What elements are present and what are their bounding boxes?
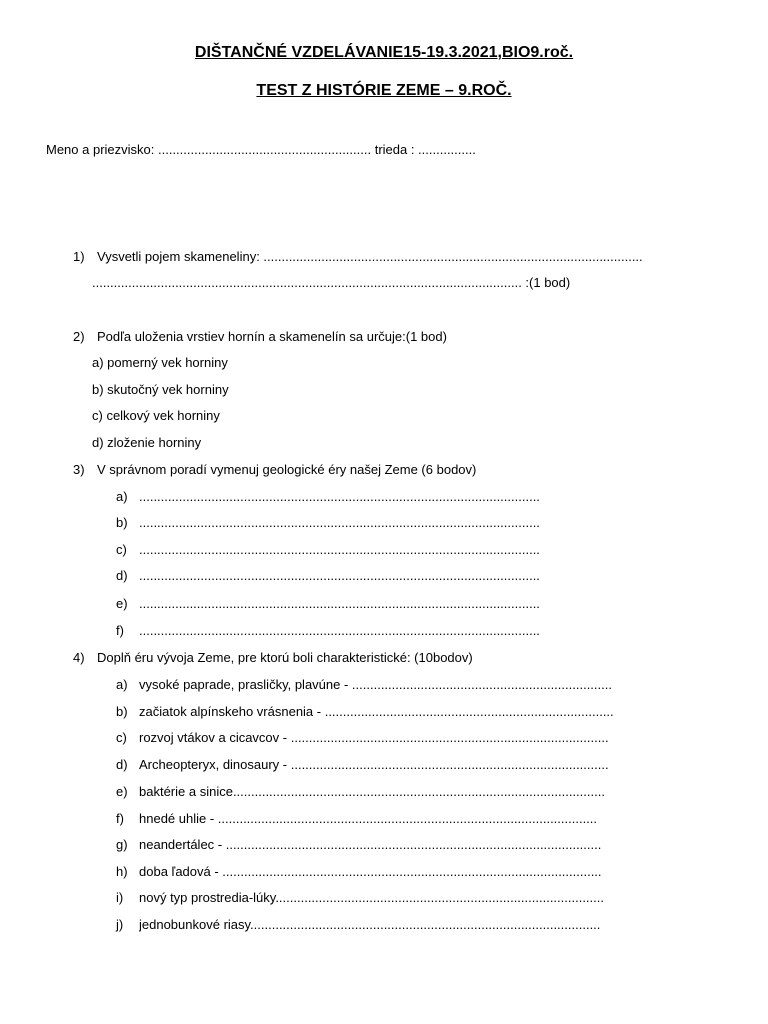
question-3-answer-line: ............................................................................................................... bbox=[139, 542, 540, 557]
question-3-item-label: c) bbox=[116, 542, 127, 557]
question-3-item-label: e) bbox=[116, 596, 128, 611]
question-3-item-label: b) bbox=[116, 515, 128, 530]
question-3-answer-line: ............................................................................................................... bbox=[139, 623, 540, 638]
question-4-item-label: j) bbox=[116, 917, 124, 932]
question-4-text: Doplň éru vývoja Zeme, pre ktorú boli charakteristické: (10bodov) bbox=[97, 650, 473, 665]
question-4-item: Archeopteryx, dinosaury - ........................................................................................ bbox=[139, 757, 609, 772]
question-2-number: 2) bbox=[73, 329, 85, 344]
question-4-item-label: f) bbox=[116, 811, 124, 826]
question-3-answer-line: ............................................................................................................... bbox=[139, 515, 540, 530]
question-4-item-label: d) bbox=[116, 757, 128, 772]
document-title: DIŠTANČNÉ VZDELÁVANIE15-19.3.2021,BIO9.roč. bbox=[194, 44, 574, 61]
question-3-answer-line: ............................................................................................................... bbox=[139, 568, 540, 583]
question-4-item-label: a) bbox=[116, 677, 128, 692]
question-4-item: jednobunkové riasy................................................................................................. bbox=[139, 917, 601, 932]
question-4-item: rozvoj vtákov a cicavcov - ........................................................................................ bbox=[139, 730, 609, 745]
question-2-text: Podľa uloženia vrstiev hornín a skamenelín sa určuje:(1 bod) bbox=[97, 329, 447, 344]
question-4-item-label: b) bbox=[116, 704, 128, 719]
question-4-item: hnedé uhlie - ......................................................................................................... bbox=[139, 811, 598, 826]
question-4-item: vysoké paprade, prasličky, plavúne - ........................................................................ bbox=[139, 677, 612, 692]
question-4-item-label: i) bbox=[116, 890, 124, 905]
question-3-item-label: d) bbox=[116, 568, 128, 583]
test-title: TEST Z HISTÓRIE ZEME – 9.ROČ. bbox=[256, 82, 512, 99]
question-1-number: 1) bbox=[73, 249, 85, 264]
question-4-number: 4) bbox=[73, 650, 85, 665]
question-2-option: a) pomerný vek horniny bbox=[92, 355, 228, 370]
question-4-item-label: h) bbox=[116, 864, 128, 879]
question-4-item-label: g) bbox=[116, 837, 128, 852]
question-4-item: doba ľadová - ......................................................................................................... bbox=[139, 864, 602, 879]
question-4-item: baktérie a sinice....................................................................................................... bbox=[139, 784, 605, 799]
question-3-text: V správnom poradí vymenuj geologické éry našej Zeme (6 bodov) bbox=[97, 462, 477, 477]
question-3-item-label: f) bbox=[116, 623, 124, 638]
question-4-item: nový typ prostredia-lúky........................................................................................... bbox=[139, 890, 604, 905]
question-3-number: 3) bbox=[73, 462, 85, 477]
question-3-answer-line: ............................................................................................................... bbox=[139, 489, 540, 504]
question-4-item-label: e) bbox=[116, 784, 128, 799]
question-1-text: Vysvetli pojem skameneliny: ......................................................................................................... bbox=[97, 249, 643, 264]
question-4-item: neandertálec - ........................................................................................................ bbox=[139, 837, 602, 852]
question-3-answer-line: ............................................................................................................... bbox=[139, 596, 540, 611]
question-2-option: d) zloženie horniny bbox=[92, 435, 202, 450]
question-4-item-label: c) bbox=[116, 730, 127, 745]
question-2-option: c) celkový vek horniny bbox=[92, 408, 220, 423]
question-2-option: b) skutočný vek horniny bbox=[92, 382, 229, 397]
name-class-line: Meno a priezvisko: ........................................................... trieda : ................ bbox=[46, 142, 476, 157]
question-3-item-label: a) bbox=[116, 489, 128, 504]
question-1-answer-line: ....................................................................................................................... :(1 bod) bbox=[92, 275, 571, 290]
question-4-item: začiatok alpínskeho vrásnenia - ................................................................................ bbox=[139, 704, 614, 719]
